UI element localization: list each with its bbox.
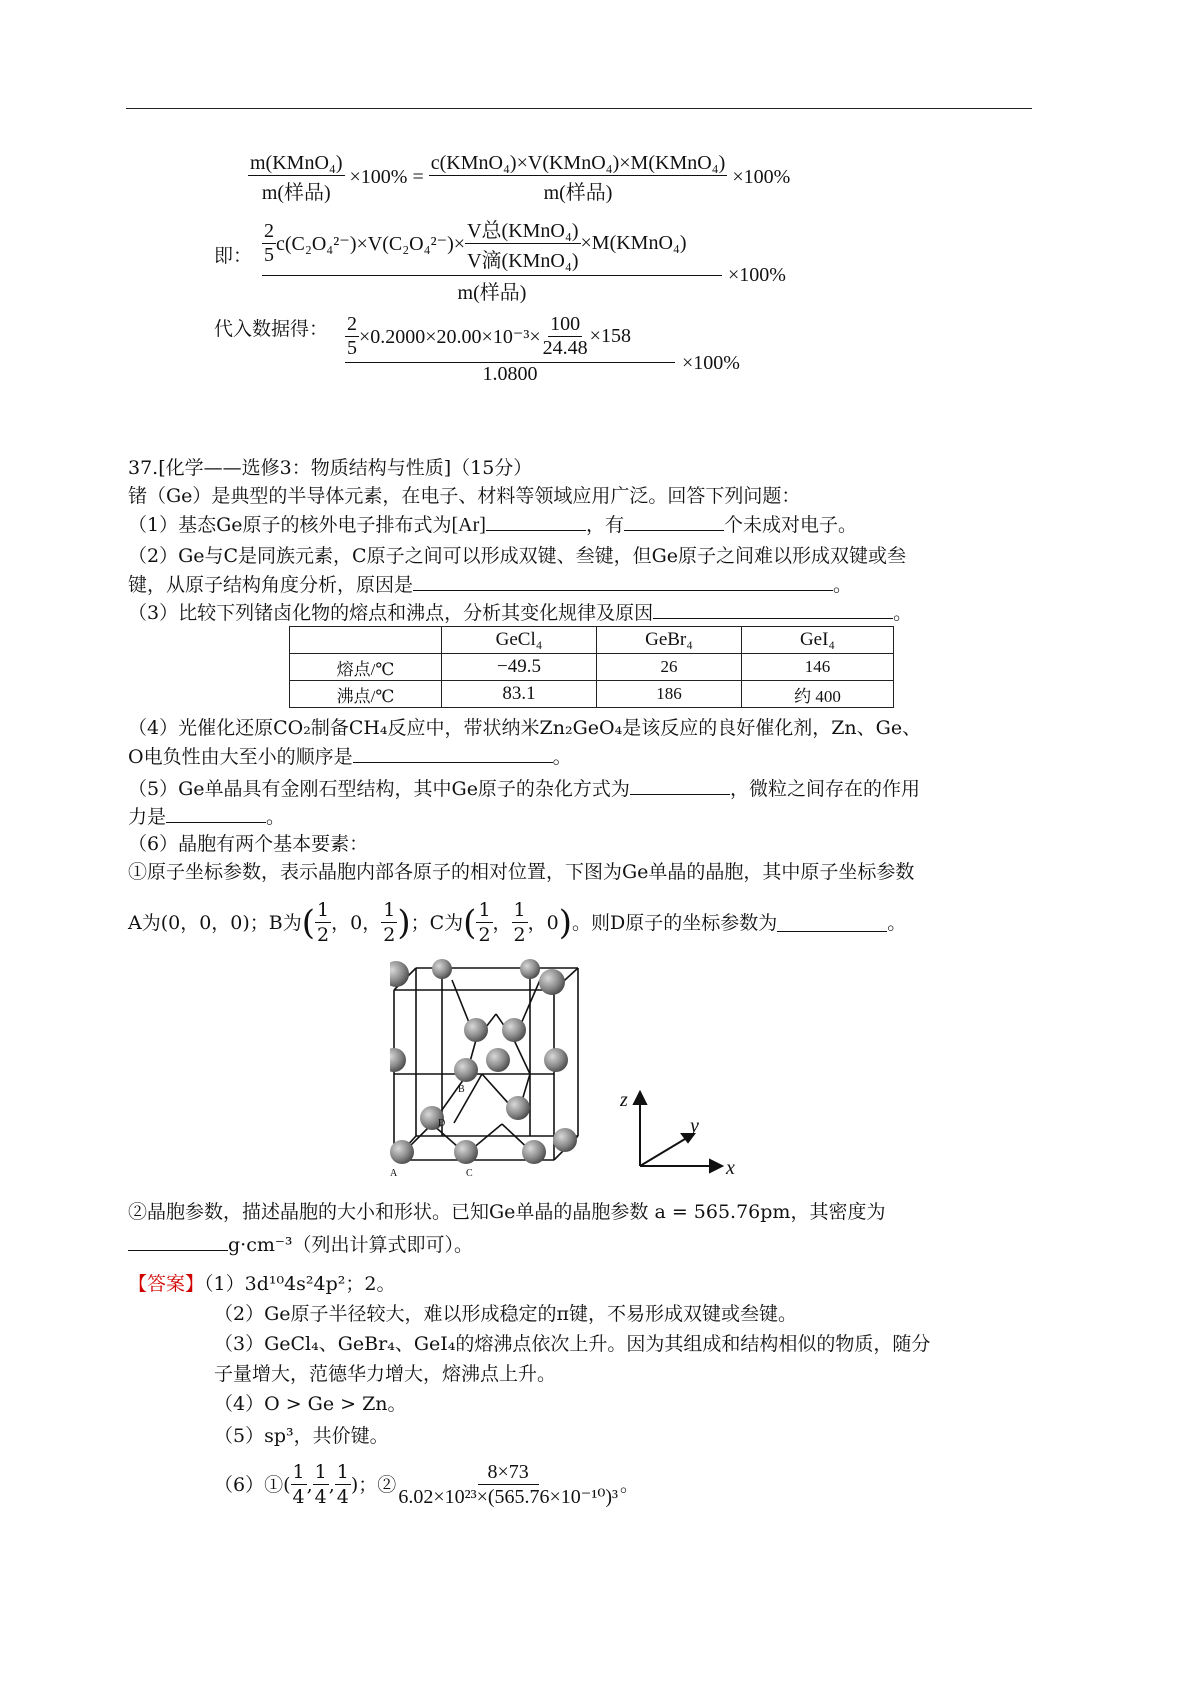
atom-labels: [390, 1084, 473, 1179]
numerator: 1: [317, 899, 330, 921]
table-header: GeBr₄: [597, 627, 742, 654]
q6-part2-line2: [128, 1232, 473, 1257]
atom: [539, 969, 565, 995]
header-rule: [126, 108, 1032, 109]
numerator: 1: [513, 899, 526, 921]
axes-indicator: [634, 1092, 722, 1172]
answer-blank: [353, 744, 553, 763]
q5-text: （5）Ge单晶具有金刚石型结构，其中Ge原子的杂化方式为: [128, 778, 630, 800]
paren: ): [558, 902, 573, 943]
frac-half: [512, 898, 528, 947]
operator: ×100%: [732, 166, 791, 189]
answer-a3-line2: 子量增大，范德华力增大，熔沸点上升。: [214, 1363, 557, 1385]
q4-text: O电负性由大至小的顺序是: [128, 746, 353, 768]
atom: [522, 1140, 546, 1164]
density-fraction: [396, 1460, 620, 1509]
punct: 。: [893, 602, 913, 624]
q3: [128, 600, 912, 625]
q4-line1: （4）光催化还原CO₂制备CH₄反应中，带状纳米Zn₂GeO₄是该反应的良好催化剂，Zn、Ge、: [128, 717, 922, 739]
q6-coords: [128, 898, 906, 947]
answer-text: )；②: [350, 1473, 397, 1496]
punct: 。: [833, 574, 853, 596]
answer-a6: [214, 1460, 639, 1509]
numerator: 2: [347, 313, 357, 335]
denominator: 24.48: [542, 337, 588, 359]
frac-volume-ratio: [541, 313, 590, 360]
formula-line-3: [345, 313, 675, 386]
line2-denominator: m(样品): [457, 282, 527, 304]
q6-text: 。则D原子的坐标参数为: [572, 911, 778, 934]
answer-blank: [486, 512, 586, 531]
atom: [432, 959, 452, 979]
numerator: 1: [292, 1461, 305, 1483]
answer-text: （6）①(: [214, 1473, 291, 1496]
axis-x-label: x: [726, 1157, 735, 1179]
operator: ×100% =: [349, 166, 424, 189]
frac-quarter: [313, 1460, 329, 1509]
c-coord-sep: ，: [492, 911, 512, 934]
frac-volume: [465, 214, 580, 273]
numerator: 2: [264, 220, 274, 242]
answer-blank: [128, 1232, 228, 1251]
paren: ): [397, 902, 411, 943]
denominator: 4: [292, 1486, 305, 1508]
formula-label-substitute: 代入数据得：: [214, 318, 329, 340]
atom: [454, 1058, 478, 1082]
operator: ×100%: [682, 352, 740, 374]
c-coord-z: 0: [546, 911, 559, 934]
atom: [544, 1048, 568, 1072]
denominator: 5: [264, 244, 274, 266]
numeric-term: ×0.2000×20.00×10⁻³×: [359, 326, 541, 348]
atom: [553, 1128, 577, 1152]
answer-a5: （5）sp³，共价键。: [214, 1425, 389, 1447]
denominator: 2: [383, 924, 396, 946]
label-a: A: [390, 1168, 398, 1179]
denominator: 2: [478, 924, 491, 946]
table-cell: 沸点/℃: [290, 681, 442, 708]
frac-half: [381, 898, 397, 947]
numerator: 1: [314, 1461, 327, 1483]
b-coord-sep: ，: [331, 911, 351, 934]
punct: 。: [887, 911, 907, 934]
line2-numerator: [262, 214, 722, 276]
q1-text: （1）基态Ge原子的核外电子排布式为: [128, 514, 452, 536]
denominator: m(样品): [543, 182, 613, 204]
answer-blank: [630, 776, 730, 795]
q6-text: g·cm⁻³（列出计算式即可）。: [228, 1234, 474, 1256]
frac-two-fifths: [262, 220, 276, 267]
q5-text: 力是: [128, 806, 167, 828]
answer-label: 【答案】: [128, 1273, 205, 1295]
q4-line2: [128, 744, 572, 769]
answer-blank: [624, 512, 724, 531]
answer-a4: （4）O > Ge > Zn。: [214, 1393, 407, 1415]
q3-text: （3）比较下列锗卤化物的熔点和沸点，分析其变化规律及原因: [128, 602, 654, 624]
axis-y-label: y: [690, 1115, 699, 1137]
question-intro: 锗（Ge）是典型的半导体元素，在电子、材料等领域应用广泛。回答下列问题：: [128, 485, 801, 507]
numeric-term: ×158: [589, 325, 631, 347]
answer-a3-line1: （3）GeCl₄、GeBr₄、GeI₄的熔沸点依次上升。因为其组成和结构相似的物质，随分: [214, 1333, 931, 1355]
label-b: B: [458, 1084, 465, 1095]
sep: ,: [306, 1473, 313, 1496]
q6-text: A为(0，0，0)；B为: [128, 911, 302, 934]
q5-text: ，微粒之间存在的作用: [729, 778, 920, 800]
frac-half: [476, 898, 492, 947]
atom: [390, 1048, 406, 1072]
table-header: GeI₄: [742, 627, 894, 654]
q6-part1: ①原子坐标参数，表示晶胞内部各原子的相对位置，下图为Ge单晶的晶胞，其中原子坐标参数: [128, 861, 915, 883]
answer-blank: [413, 572, 833, 591]
atom: [390, 1140, 414, 1164]
frac-rhs: [429, 152, 728, 205]
halide-properties-table: [289, 626, 894, 708]
table-header-row: [290, 627, 894, 654]
denominator: 4: [314, 1486, 327, 1508]
punct: 。: [620, 1473, 640, 1496]
frac-lhs: [248, 152, 345, 205]
atom: [454, 1140, 478, 1164]
atom: [486, 1048, 510, 1072]
q6-text: ；C为: [410, 911, 464, 934]
paren: (: [463, 902, 477, 943]
formula-label-ji: 即：: [214, 245, 253, 267]
line3-denominator: 1.0800: [482, 363, 538, 385]
formula-line-2: [262, 214, 722, 305]
q2-line1: （2）Ge与C是同族元素，C原子之间可以形成双键、叁键，但Ge原子之间难以形成双键或叁: [128, 545, 907, 567]
atom: [464, 1018, 488, 1042]
numerator: 1: [478, 899, 491, 921]
denominator: 2: [317, 924, 330, 946]
table-cell: −49.5: [442, 654, 597, 681]
numerator: V总(KMnO₄): [465, 214, 580, 244]
atom: [502, 1018, 526, 1042]
q6-intro: （6）晶胞有两个基本要素：: [128, 833, 369, 855]
axis-z-label: z: [620, 1089, 628, 1111]
answer-text: （1）3d¹⁰4s²4p²；2。: [204, 1273, 396, 1295]
answer-a2: （2）Ge原子半径较大，难以形成稳定的π键，不易形成双键或叁键。: [214, 1303, 797, 1325]
formula-line-1: [248, 152, 790, 205]
table-row: [290, 654, 894, 681]
frac-two-fifths: [345, 313, 359, 360]
frac-half: [315, 898, 331, 947]
conc-volume-term: c(C₂O₄²⁻)×V(C₂O₄²⁻)×: [276, 233, 466, 255]
q2-line2: [128, 572, 852, 597]
numerator: 1: [383, 899, 396, 921]
denominator: 5: [347, 337, 357, 359]
line3-numerator: [345, 313, 675, 363]
q1-text: 个未成对电子。: [723, 514, 857, 536]
frac-quarter: [335, 1460, 351, 1509]
denominator: 2: [513, 924, 526, 946]
table-row: [290, 681, 894, 708]
table-cell: 186: [597, 681, 742, 708]
atom: [506, 1096, 530, 1120]
molar-mass-term: ×M(KMnO₄): [580, 232, 687, 254]
table-cell: 83.1: [442, 681, 597, 708]
q5-line2: [128, 804, 285, 829]
table-cell: 26: [597, 654, 742, 681]
answer-blank: [166, 804, 266, 823]
numerator: 8×73: [478, 1460, 539, 1485]
table-cell: 约 400: [742, 681, 894, 708]
q2-text: 键，从原子结构角度分析，原因是: [128, 574, 414, 596]
denominator: 4: [336, 1486, 349, 1508]
q5-line1: [128, 776, 920, 801]
label-d: D: [438, 1118, 446, 1129]
denominator: V滴(KMnO₄): [467, 250, 579, 272]
table-cell: 熔点/℃: [290, 654, 442, 681]
answer-blank: [777, 913, 887, 932]
q1: [128, 512, 857, 537]
atom: [390, 961, 409, 987]
atom: [520, 959, 540, 979]
label-c: C: [466, 1168, 473, 1179]
operator: ×100%: [728, 264, 786, 286]
question-title: 37.[化学——选修3：物质结构与性质]（15分）: [128, 457, 533, 479]
punct: 。: [552, 746, 572, 768]
answer-blank: [653, 600, 893, 619]
denominator: 6.02×10²³×(565.76×10⁻¹⁰)³: [398, 1486, 619, 1508]
answer-a1: [128, 1272, 396, 1296]
paren: (: [301, 902, 316, 943]
table-header: GeCl₄: [442, 627, 597, 654]
denominator: m(样品): [261, 182, 331, 204]
numerator: 100: [550, 313, 581, 335]
c-coord-sep: ，: [527, 911, 547, 934]
numerator: c(KMnO₄)×V(KMnO₄)×M(KMnO₄): [430, 152, 726, 174]
table-cell: 146: [742, 654, 894, 681]
frac-quarter: [291, 1460, 307, 1509]
punct: 。: [266, 806, 286, 828]
b-coord-sep: ，: [362, 911, 382, 934]
b-coord-y: 0: [350, 911, 363, 934]
ge-unit-cell-figure: [390, 948, 790, 1180]
q6-part2-line1: ②晶胞参数，描述晶胞的大小和形状。已知Ge单晶的晶胞参数 a = 565.76pm，其密度为: [128, 1201, 886, 1223]
numerator: m(KMnO₄): [250, 152, 343, 174]
q1-text: ，有: [585, 514, 624, 536]
argon-core: [Ar]: [451, 514, 486, 536]
sep: ,: [328, 1473, 335, 1496]
table-header: [290, 627, 442, 654]
numerator: 1: [336, 1461, 349, 1483]
